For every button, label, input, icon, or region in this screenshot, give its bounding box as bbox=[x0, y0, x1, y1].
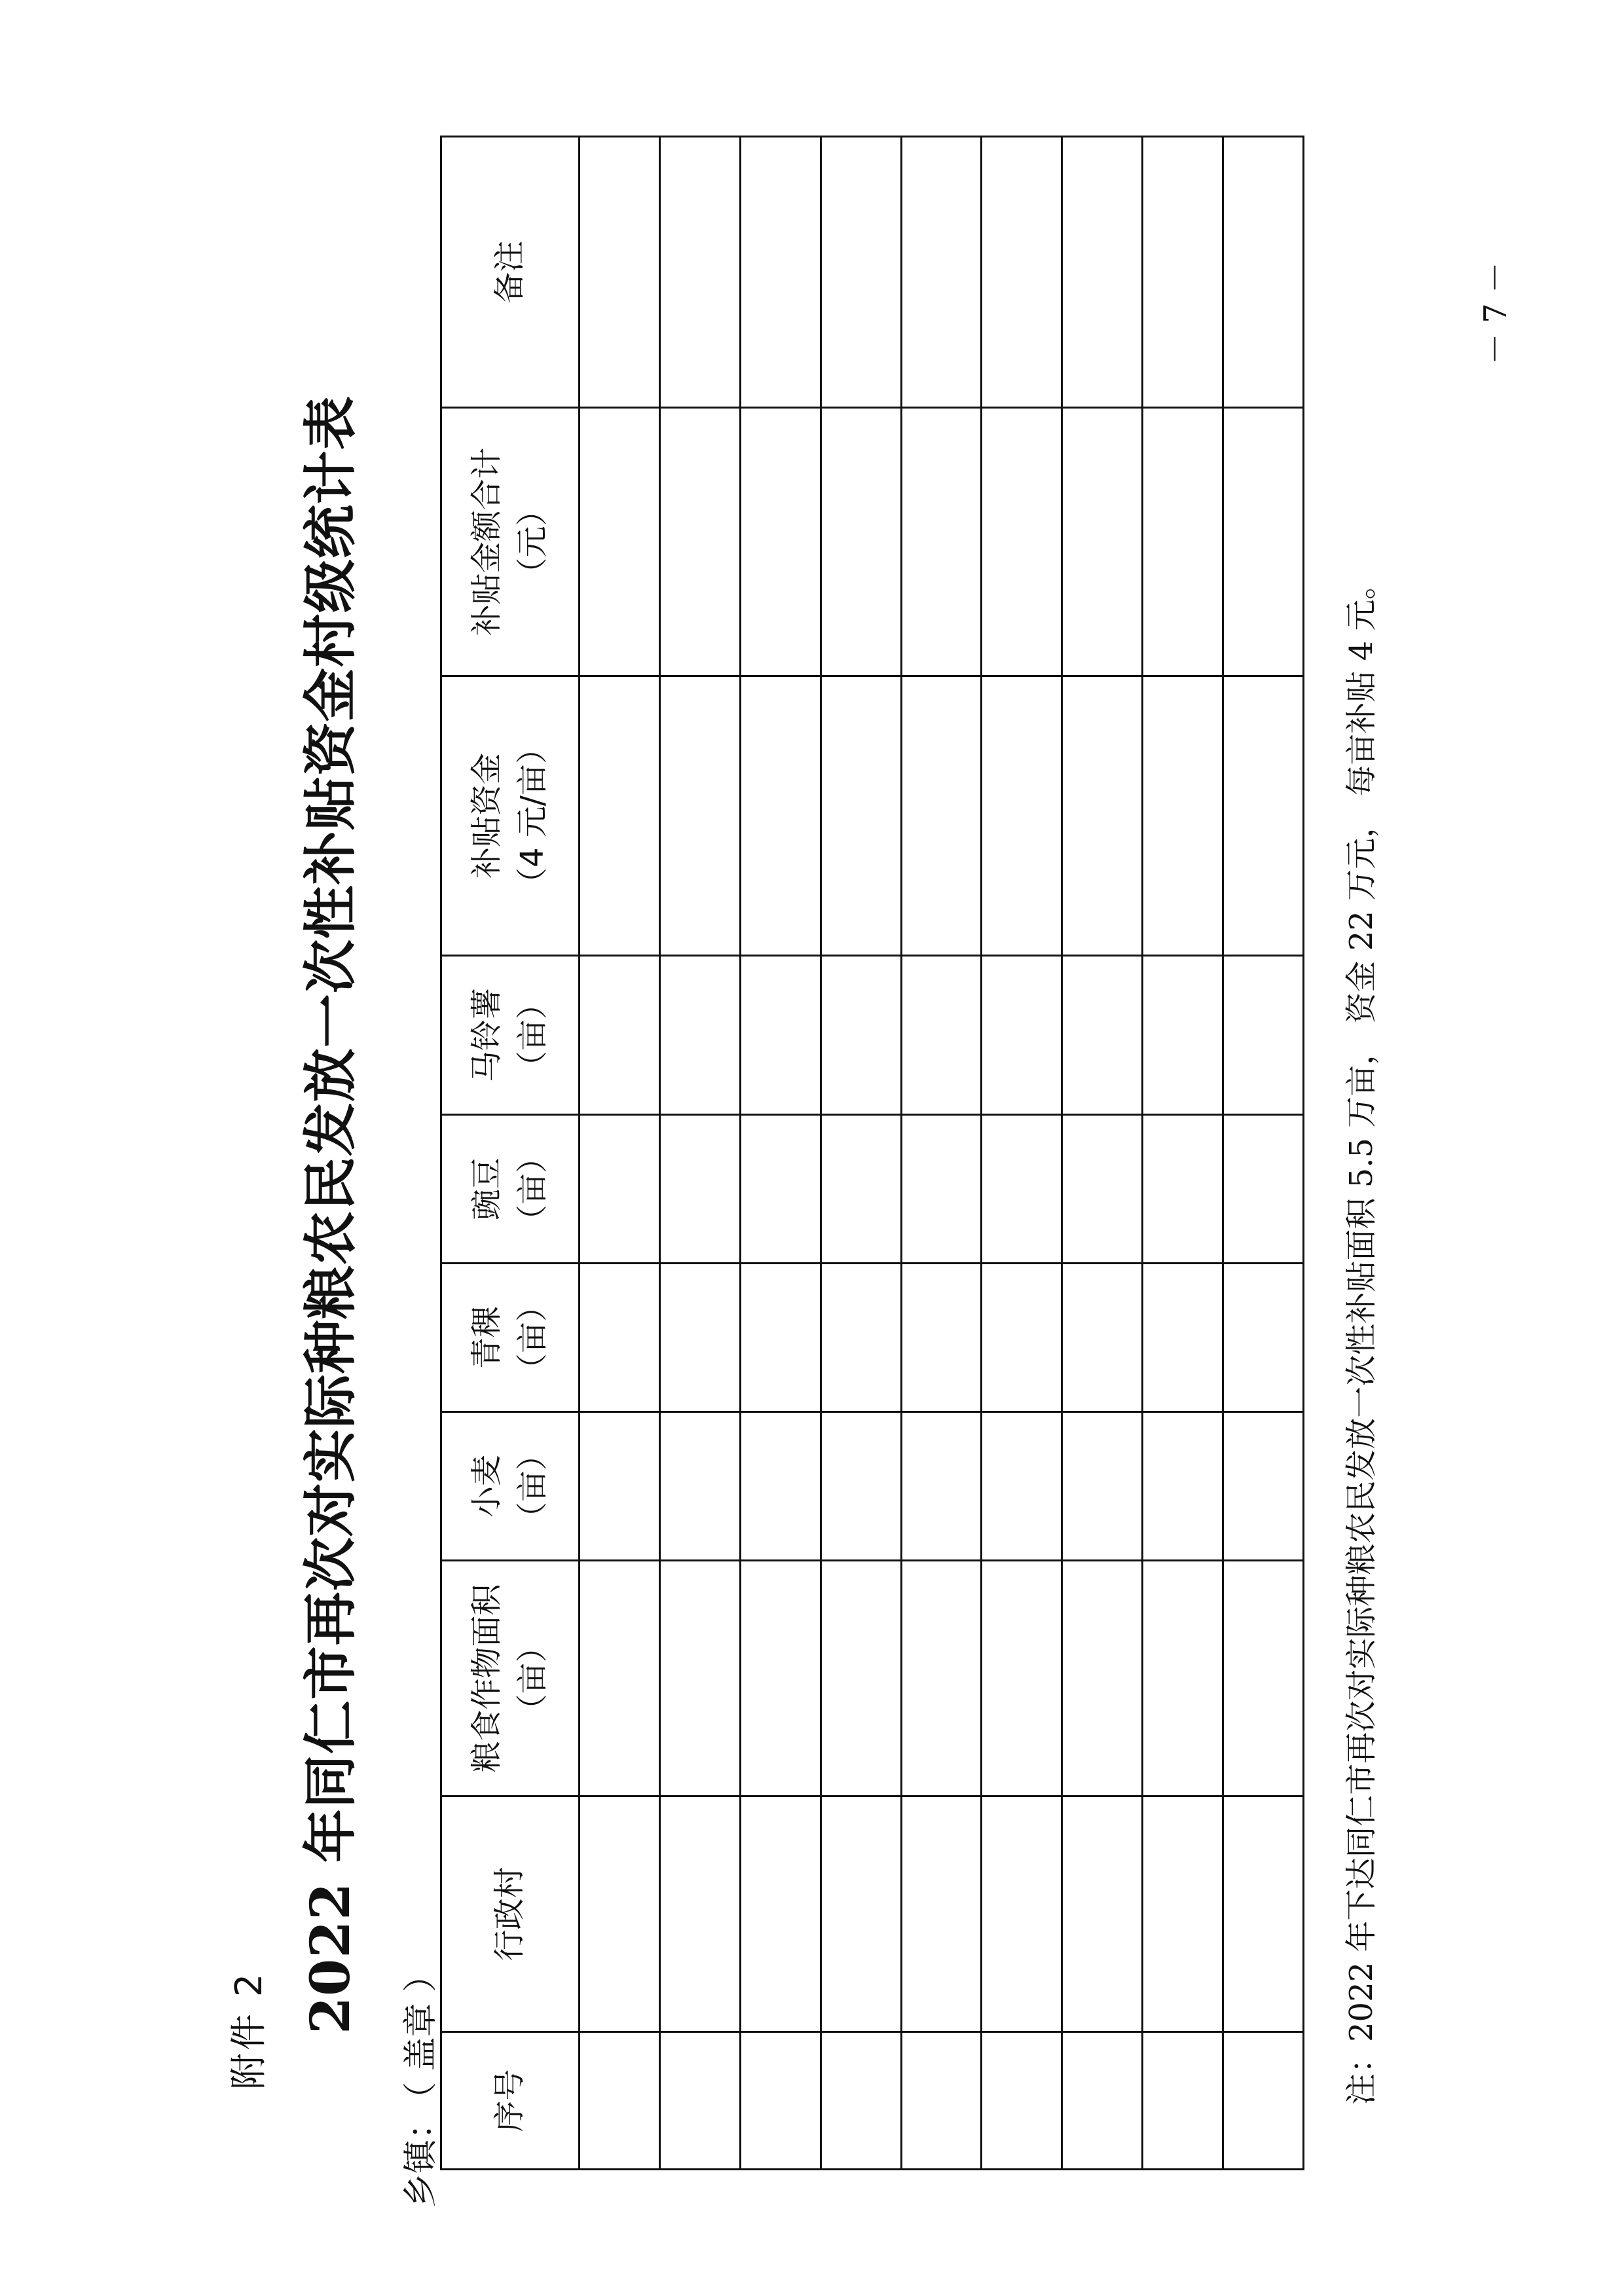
table-cell bbox=[982, 1115, 1062, 1264]
table-cell bbox=[821, 137, 901, 408]
table-cell bbox=[1143, 1264, 1223, 1412]
table-cell bbox=[740, 2032, 821, 2170]
table-cell bbox=[901, 676, 982, 956]
table-cell bbox=[740, 1561, 821, 1796]
table-cell bbox=[821, 2032, 901, 2170]
table-cell bbox=[580, 956, 660, 1115]
table-cell bbox=[659, 676, 740, 956]
table-cell bbox=[1223, 408, 1304, 676]
table-cell bbox=[1062, 408, 1143, 676]
table-cell bbox=[1143, 956, 1223, 1115]
table-row bbox=[580, 137, 660, 2170]
column-header bbox=[441, 956, 580, 1115]
table-cell bbox=[901, 408, 982, 676]
table-cell bbox=[1062, 1115, 1143, 1264]
statistics-table bbox=[440, 136, 1304, 2170]
table-cell bbox=[821, 1561, 901, 1796]
column-header-unit: （亩） bbox=[514, 1631, 551, 1726]
table-cell bbox=[1062, 676, 1143, 956]
table-row bbox=[982, 137, 1062, 2170]
table-cell bbox=[580, 1264, 660, 1412]
table-cell bbox=[982, 956, 1062, 1115]
table-cell bbox=[901, 956, 982, 1115]
table-cell bbox=[1223, 2032, 1304, 2170]
table-row bbox=[1062, 137, 1143, 2170]
table-cell bbox=[1223, 137, 1304, 408]
table-cell bbox=[1223, 676, 1304, 956]
table-cell bbox=[1062, 1561, 1143, 1796]
column-header-label: 补贴金额合计 bbox=[468, 447, 506, 636]
column-header bbox=[441, 2032, 580, 2170]
attachment-label: 附件 2 bbox=[228, 1971, 270, 2090]
table-cell bbox=[821, 676, 901, 956]
column-header-label: 粮食作物面积 bbox=[468, 1584, 506, 1773]
table-cell bbox=[580, 1796, 660, 2032]
township-label: 乡镇： bbox=[401, 2105, 441, 2208]
table-cell bbox=[580, 137, 660, 408]
table-cell bbox=[982, 1561, 1062, 1796]
table-cell bbox=[580, 676, 660, 956]
table-header-row bbox=[441, 137, 580, 2170]
footnote: 注：2022 年下达同仁市再次对实际种粮农民发放一次性补贴面积 5.5 万亩， 资金 22 万元， 每亩补贴 4 元。 bbox=[1343, 568, 1380, 2105]
table-cell bbox=[1062, 1412, 1143, 1561]
column-header bbox=[441, 1264, 580, 1412]
column-header-label: 豌豆 bbox=[468, 1157, 506, 1221]
table-cell bbox=[740, 408, 821, 676]
table-cell bbox=[1223, 1796, 1304, 2032]
table-cell bbox=[659, 1412, 740, 1561]
table-cell bbox=[821, 956, 901, 1115]
table-cell bbox=[659, 137, 740, 408]
column-header bbox=[441, 1115, 580, 1264]
table-cell bbox=[1223, 956, 1304, 1115]
column-header-unit: （亩） bbox=[514, 988, 551, 1083]
table-cell bbox=[659, 956, 740, 1115]
column-header-label: 补贴资金 bbox=[468, 753, 506, 879]
table-cell bbox=[580, 408, 660, 676]
column-header-unit: （亩） bbox=[514, 1142, 551, 1237]
table-cell bbox=[982, 1264, 1062, 1412]
table-cell bbox=[1223, 1115, 1304, 1264]
table-cell bbox=[1223, 1412, 1304, 1561]
table-cell bbox=[1143, 408, 1223, 676]
table-cell bbox=[580, 1412, 660, 1561]
table-row bbox=[901, 137, 982, 2170]
table-cell bbox=[740, 1115, 821, 1264]
column-header-unit: （元） bbox=[514, 494, 551, 589]
table-cell bbox=[659, 1796, 740, 2032]
table-cell bbox=[821, 1412, 901, 1561]
table-cell bbox=[659, 1561, 740, 1796]
column-header bbox=[441, 1412, 580, 1561]
column-header bbox=[441, 676, 580, 956]
column-header-label: 备注 bbox=[491, 240, 528, 304]
column-header-label: 小麦 bbox=[468, 1455, 506, 1518]
table-cell bbox=[1062, 1264, 1143, 1412]
column-header-label: 青稞 bbox=[468, 1306, 506, 1370]
table-cell bbox=[740, 956, 821, 1115]
table-cell bbox=[1143, 1561, 1223, 1796]
table-cell bbox=[901, 1115, 982, 1264]
table-cell bbox=[901, 1264, 982, 1412]
table-row bbox=[740, 137, 821, 2170]
column-header bbox=[441, 1796, 580, 2032]
column-header-unit: （亩） bbox=[514, 1290, 551, 1385]
column-header-label: 序号 bbox=[491, 2069, 528, 2132]
table-cell bbox=[1143, 676, 1223, 956]
column-header-label: 马铃薯 bbox=[468, 988, 506, 1083]
column-header bbox=[441, 1561, 580, 1796]
table-cell bbox=[1062, 2032, 1143, 2170]
table-cell bbox=[982, 676, 1062, 956]
table-body bbox=[580, 137, 1304, 2170]
column-header bbox=[441, 137, 580, 408]
table-cell bbox=[1223, 1561, 1304, 1796]
table-cell bbox=[982, 408, 1062, 676]
table-cell bbox=[580, 1561, 660, 1796]
column-header-unit: （4 元/亩） bbox=[514, 733, 551, 899]
column-header-label: 行政村 bbox=[491, 1867, 528, 1961]
table-cell bbox=[821, 1796, 901, 2032]
table-cell bbox=[740, 1264, 821, 1412]
table-cell bbox=[1062, 1796, 1143, 2032]
township-line bbox=[393, 1958, 442, 2208]
table-cell bbox=[821, 1115, 901, 1264]
table-cell bbox=[1062, 956, 1143, 1115]
table-cell bbox=[1143, 1412, 1223, 1561]
table-cell bbox=[1143, 1796, 1223, 2032]
table-cell bbox=[1143, 2032, 1223, 2170]
table-cell bbox=[740, 1412, 821, 1561]
table-cell bbox=[982, 1796, 1062, 2032]
table-row bbox=[659, 137, 740, 2170]
table-cell bbox=[740, 137, 821, 408]
column-header-unit: （亩） bbox=[514, 1439, 551, 1534]
page-number: － 7 － bbox=[1477, 261, 1514, 365]
table-row bbox=[1143, 137, 1223, 2170]
table-cell bbox=[821, 408, 901, 676]
table-cell bbox=[982, 2032, 1062, 2170]
table-cell bbox=[982, 1412, 1062, 1561]
table-row bbox=[821, 137, 901, 2170]
table-cell bbox=[659, 2032, 740, 2170]
table-cell bbox=[740, 1796, 821, 2032]
table-row bbox=[1223, 137, 1304, 2170]
table-cell bbox=[659, 1264, 740, 1412]
table-cell bbox=[580, 1115, 660, 1264]
table-cell bbox=[982, 137, 1062, 408]
table-cell bbox=[901, 1796, 982, 2032]
stamp-label: （ 盖章 ） bbox=[401, 1958, 441, 2099]
table-cell bbox=[901, 137, 982, 408]
table-cell bbox=[821, 1264, 901, 1412]
table-cell bbox=[901, 1561, 982, 1796]
table-cell bbox=[901, 1412, 982, 1561]
table-cell bbox=[1223, 1264, 1304, 1412]
column-header bbox=[441, 408, 580, 676]
table-cell bbox=[580, 2032, 660, 2170]
document-title: 2022 年同仁市再次对实际种粮农民发放一次性补贴资金村级统计表 bbox=[299, 395, 362, 2034]
table-cell bbox=[1062, 137, 1143, 408]
table-cell bbox=[740, 676, 821, 956]
table-cell bbox=[659, 408, 740, 676]
table-cell bbox=[1143, 137, 1223, 408]
table-cell bbox=[659, 1115, 740, 1264]
table-cell bbox=[901, 2032, 982, 2170]
table-cell bbox=[1143, 1115, 1223, 1264]
